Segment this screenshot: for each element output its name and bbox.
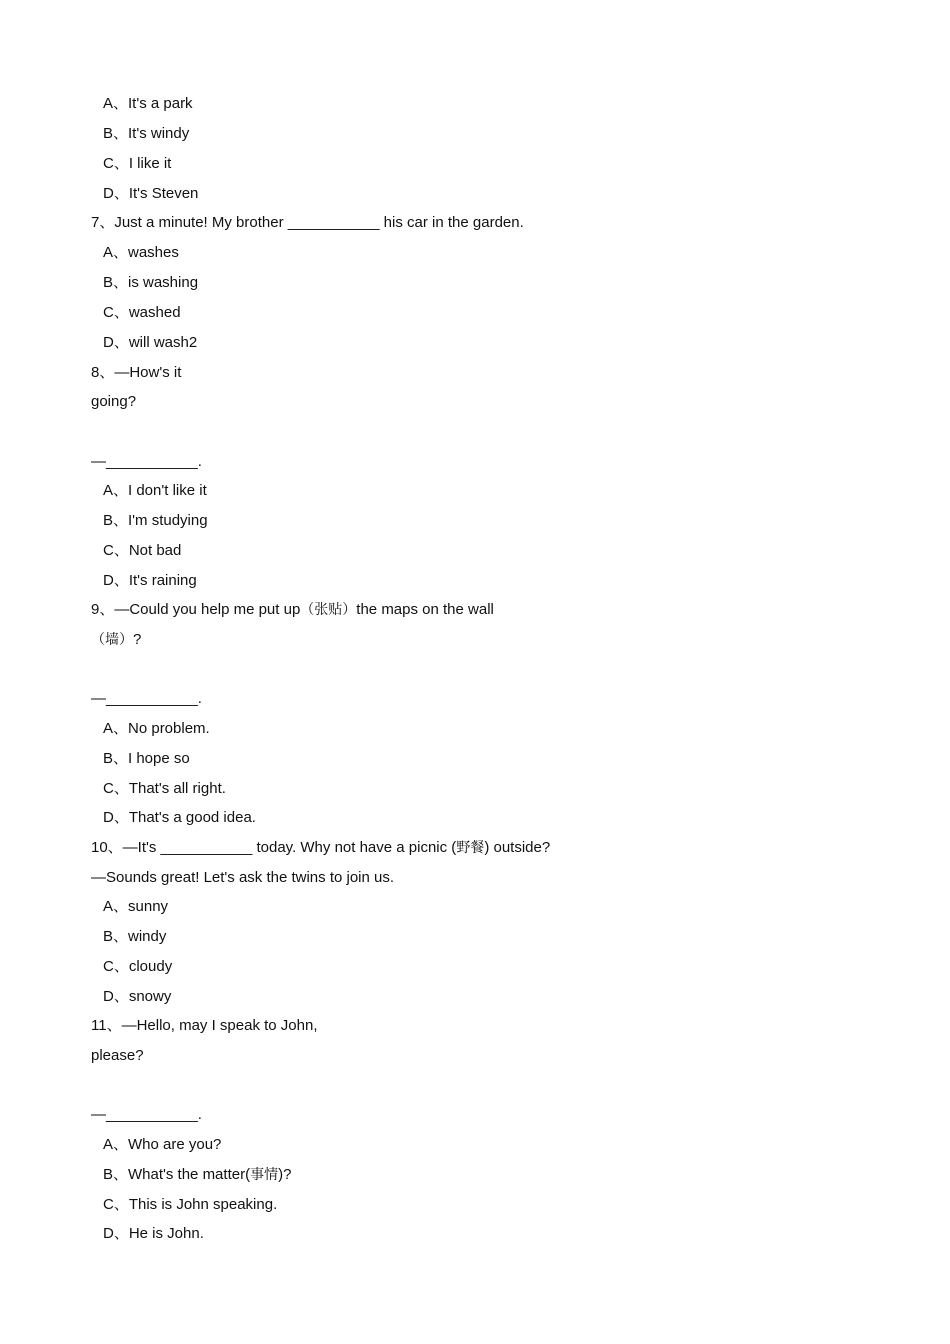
q10-stem-text-a: 10、—It's ___________ today. Why not have a picnic ( <box>91 839 457 856</box>
q10-stem-text-b: ) outside? <box>484 839 551 856</box>
prev-option-b: B、It's windy <box>103 125 190 142</box>
q10-stem-cjk: 野餐 <box>456 840 485 856</box>
q11-option-a: A、Who are you? <box>103 1136 222 1153</box>
q11-option-b <box>103 1165 291 1185</box>
q10-stem-line1 <box>91 838 550 858</box>
q10-stem-line2: —Sounds great! Let's ask the twins to join us. <box>91 869 395 886</box>
q11-answer-line: —___________. <box>91 1106 202 1123</box>
q9-stem-cjk-b: （墙） <box>91 632 133 648</box>
q11-stem-line1: 11、—Hello, may I speak to John, <box>91 1017 318 1034</box>
q8-answer-line: —___________. <box>91 453 202 470</box>
q7-stem: 7、Just a minute! My brother ___________ his car in the garden. <box>91 214 524 231</box>
q8-option-a: A、I don't like it <box>103 482 207 499</box>
q11-option-b-text-a: B、What's the matter( <box>103 1166 251 1183</box>
q7-option-c: C、washed <box>103 304 181 321</box>
q7-option-a: A、washes <box>103 244 179 261</box>
q10-option-d: D、snowy <box>103 988 172 1005</box>
q9-answer-line: —___________. <box>91 690 202 707</box>
q9-stem-cjk-a: （张贴） <box>300 602 357 618</box>
q11-option-b-text-b: )? <box>278 1166 292 1183</box>
q8-option-b: B、I'm studying <box>103 512 208 529</box>
q11-stem-line2: please? <box>91 1047 144 1064</box>
q9-stem-text-c: ? <box>133 631 142 648</box>
q11-option-c: C、This is John speaking. <box>103 1196 278 1213</box>
q8-stem-line2: going? <box>91 393 137 410</box>
q8-stem-line1: 8、—How's it <box>91 364 182 381</box>
q9-stem-text-b: the maps on the wall <box>356 601 494 618</box>
q9-stem-line1 <box>91 600 494 620</box>
q11-option-b-cjk: 事情 <box>250 1167 279 1183</box>
q9-stem-text-a: 9、—Could you help me put up <box>91 601 301 618</box>
q8-option-d: D、It's raining <box>103 572 197 589</box>
q9-option-a: A、No problem. <box>103 720 210 737</box>
q10-option-c: C、cloudy <box>103 958 173 975</box>
q10-option-b: B、windy <box>103 928 167 945</box>
q9-option-b: B、I hope so <box>103 750 190 767</box>
prev-option-c: C、I like it <box>103 155 172 172</box>
q7-option-b: B、is washing <box>103 274 199 291</box>
q9-stem-line2 <box>91 630 141 650</box>
q11-option-d: D、He is John. <box>103 1225 204 1242</box>
prev-option-a: A、It's a park <box>103 95 193 112</box>
q9-option-c: C、That's all right. <box>103 780 226 797</box>
q10-option-a: A、sunny <box>103 898 169 915</box>
q7-option-d: D、will wash2 <box>103 334 198 351</box>
q8-option-c: C、Not bad <box>103 542 182 559</box>
prev-option-d: D、It's Steven <box>103 185 199 202</box>
q9-option-d: D、That's a good idea. <box>103 809 256 826</box>
